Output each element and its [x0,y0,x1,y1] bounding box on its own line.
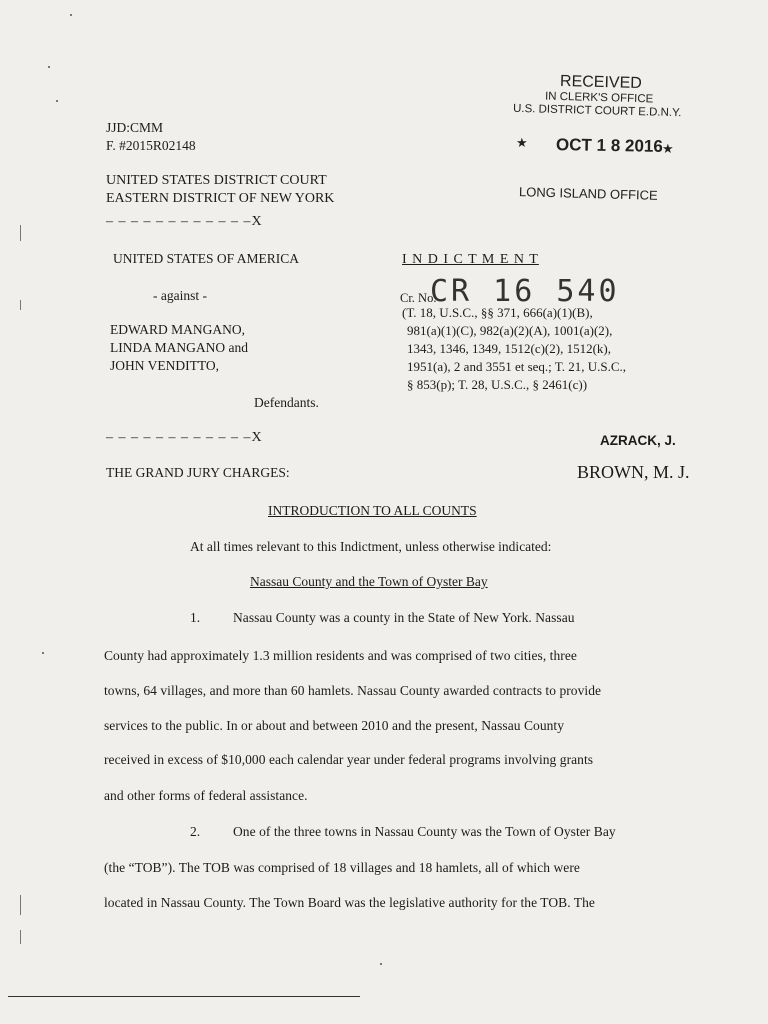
district-judge: AZRACK, J. [600,433,676,448]
statute-line: 1951(a), 2 and 3551 et seq.; T. 21, U.S.C., [407,359,627,374]
court-name: UNITED STATES DISTRICT COURT [106,173,327,188]
case-number-stamp: CR 16 540 [430,274,620,309]
paragraph-line: (the “TOB”). The TOB was comprised of 18 villages and 18 hamlets, all of which were [104,860,580,875]
stamp-court: U.S. DISTRICT COURT E.D.N.Y. [512,102,682,120]
statute-line: (T. 18, U.S.C., §§ 371, 666(a)(1)(B), [402,305,593,320]
scan-speck [42,652,44,654]
plaintiff: UNITED STATES OF AMERICA [113,251,300,266]
paragraph-line: received in excess of $10,000 each calendar year under federal programs involving grants [104,752,594,767]
scan-speck [70,14,72,16]
cr-number-label: Cr. No. [400,291,437,305]
statute-line: 981(a)(1)(C), 982(a)(2)(A), 1001(a)(2), [407,323,613,338]
paragraph-line: services to the public. In or about and between 2010 and the present, Nassau County [104,718,565,733]
stamp-clerks-office: IN CLERK'S OFFICE [544,90,654,106]
paragraph-number: 2. [190,824,201,839]
paragraph-line: Nassau County was a county in the State of New York. Nassau [233,610,575,625]
star-icon: ★ [662,141,674,156]
paragraph-line: One of the three towns in Nassau County was the Town of Oyster Bay [233,824,616,839]
reference-initials: JJD:CMM [106,120,164,135]
scan-mark [20,300,21,310]
file-number: F. #2015R02148 [106,138,196,153]
stamp-office: LONG ISLAND OFFICE [518,184,658,203]
court-district: EASTERN DISTRICT OF NEW YORK [106,191,335,206]
against-label: - against - [153,288,207,303]
indictment-title: I N D I C T M E N T [402,252,539,267]
stamp-received: RECEIVED [559,72,643,93]
paragraph-line: towns, 64 villages, and more than 60 hamlets. Nassau County awarded contracts to provide [104,683,602,698]
scan-speck [56,100,58,102]
scan-speck [380,963,382,965]
scan-mark [20,930,21,944]
paragraph-line: located in Nassau County. The Town Board was the legislative authority for the TOB. The [104,895,595,910]
paragraph-line: and other forms of federal assistance. [104,788,308,803]
caption-separator-top: – – – – – – – – – – – –X [106,214,263,229]
paragraph-line: County had approximately 1.3 million residents and was comprised of two cities, three [104,648,577,663]
defendants-label: Defendants. [254,395,319,410]
defendant-1: EDWARD MANGANO, [110,322,245,337]
section-subheading: Nassau County and the Town of Oyster Bay [250,574,488,589]
defendant-2: LINDA MANGANO and [110,340,248,355]
scan-mark [20,225,21,241]
stamp-date: OCT 1 8 2016 [555,135,663,156]
scan-mark [20,895,21,915]
magistrate-judge: BROWN, M. J. [577,462,690,482]
caption-separator-bottom: – – – – – – – – – – – –X [106,430,263,445]
star-icon: ★ [516,135,528,150]
statute-line: 1343, 1346, 1349, 1512(c)(2), 1512(k), [407,341,611,356]
defendant-3: JOHN VENDITTO, [110,358,219,373]
footer-rule [8,996,360,997]
paragraph-number: 1. [190,610,201,625]
intro-sentence: At all times relevant to this Indictment, unless otherwise indicated: [190,539,552,554]
intro-heading: INTRODUCTION TO ALL COUNTS [268,503,477,518]
statute-line: § 853(p); T. 28, U.S.C., § 2461(c)) [407,377,588,392]
scan-speck [48,66,50,68]
grand-jury-charges: THE GRAND JURY CHARGES: [106,465,290,480]
